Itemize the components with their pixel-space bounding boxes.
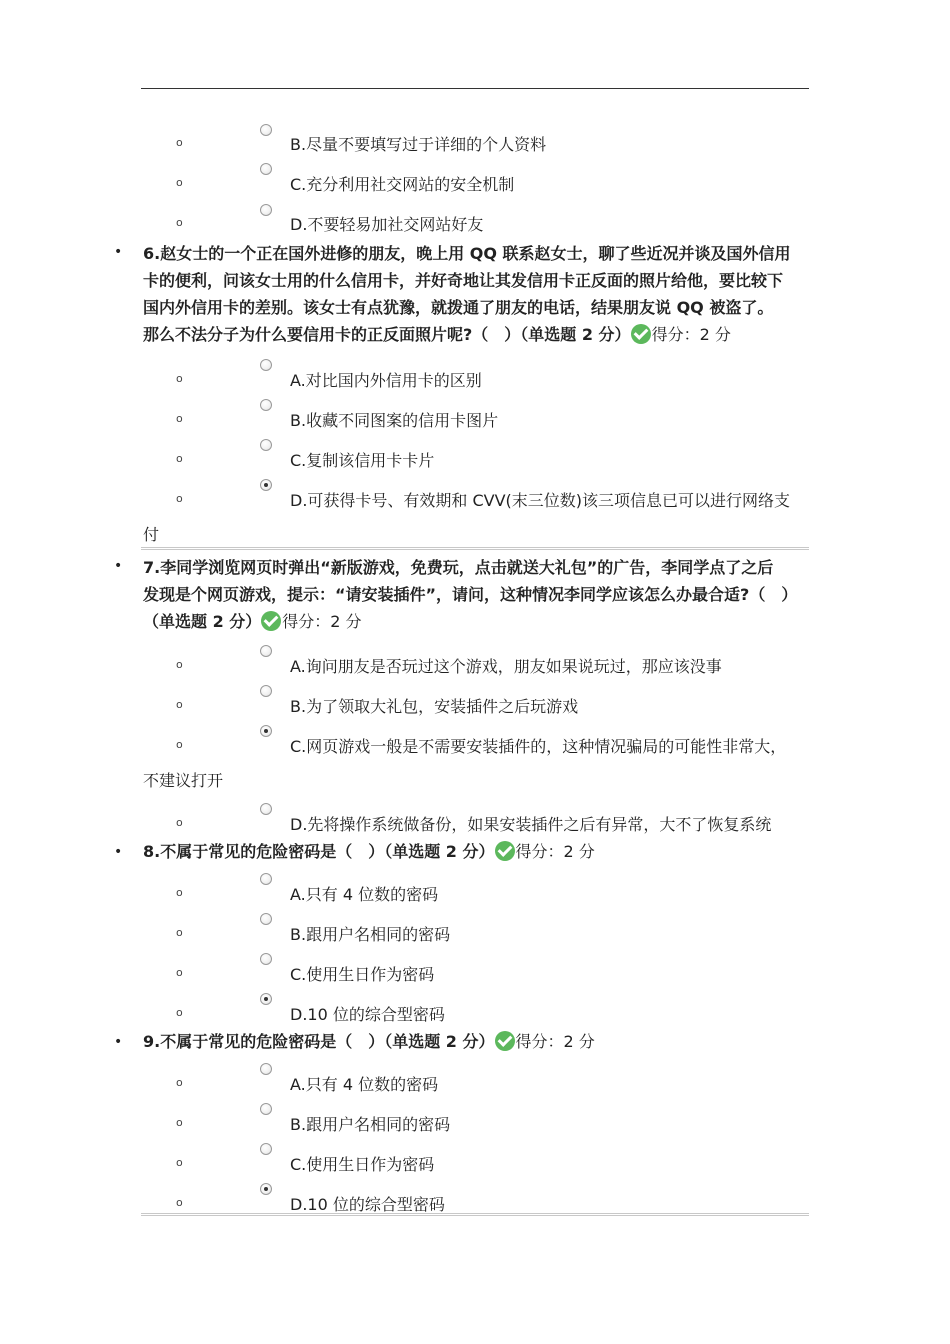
option-7c-continuation: 不建议打开: [143, 771, 224, 790]
list-bullet: o: [176, 372, 183, 385]
question-line-text: 9.不属于常见的危险密码是（ ）（单选题 2 分）: [143, 1032, 495, 1051]
option-5b: B.尽量不要填写过于详细的个人资料: [290, 135, 547, 154]
radio-9d[interactable]: [260, 1183, 272, 1195]
question-line: [143, 321, 791, 348]
option-6b: B.收藏不同图案的信用卡图片: [290, 411, 499, 430]
question-9-text: [143, 1028, 595, 1055]
radio-9b[interactable]: [260, 1103, 272, 1115]
option-9d: D.10 位的综合型密码: [290, 1195, 445, 1214]
list-bullet: o: [176, 1076, 183, 1089]
radio-6b[interactable]: [260, 399, 272, 411]
option-6d: D.可获得卡号、有效期和 CVV(末三位数)该三项信息已可以进行网络支: [290, 491, 791, 510]
list-bullet: o: [176, 216, 183, 229]
radio-6a[interactable]: [260, 359, 272, 371]
list-bullet: o: [176, 492, 183, 505]
question-line: 7.李同学浏览网页时弹出“新版游戏，免费玩，点击就送大礼包”的广告，李同学点了之后: [143, 558, 774, 577]
radio-6c[interactable]: [260, 439, 272, 451]
list-bullet: o: [176, 1116, 183, 1129]
option-7b: B.为了领取大礼包，安装插件之后玩游戏: [290, 697, 579, 716]
separator: [141, 1213, 809, 1216]
option-9b: B.跟用户名相同的密码: [290, 1115, 451, 1134]
list-bullet: o: [176, 1196, 183, 1209]
question-line: [143, 1028, 595, 1055]
question-line-text: （单选题 2 分）: [143, 612, 262, 631]
radio-5d[interactable]: [260, 204, 272, 216]
radio-5b[interactable]: [260, 124, 272, 136]
score-text: 得分：2 分: [515, 1032, 595, 1051]
option-8c: C.使用生日作为密码: [290, 965, 435, 984]
radio-8d[interactable]: [260, 993, 272, 1005]
top-rule: [141, 88, 809, 89]
option-8b: B.跟用户名相同的密码: [290, 925, 451, 944]
list-bullet: o: [176, 1006, 183, 1019]
check-icon: [261, 611, 281, 631]
list-bullet: o: [176, 412, 183, 425]
radio-9c[interactable]: [260, 1143, 272, 1155]
option-5d: D.不要轻易加社交网站好友: [290, 215, 484, 234]
question-7-text: [143, 554, 797, 635]
question-6-text: [143, 240, 791, 348]
score-text: 得分：2 分: [282, 612, 362, 631]
radio-7d[interactable]: [260, 803, 272, 815]
list-bullet: •: [114, 558, 123, 574]
question-line-text: 8.不属于常见的危险密码是（ ）（单选题 2 分）: [143, 842, 495, 861]
option-6d-continuation: 付: [143, 525, 160, 544]
option-8d: D.10 位的综合型密码: [290, 1005, 445, 1024]
question-line: 国内外信用卡的差别。该女士有点犹豫，就拨通了朋友的电话，结果朋友说 QQ 被盗了。: [143, 298, 774, 317]
list-bullet: o: [176, 1156, 183, 1169]
option-7c: C.网页游戏一般是不需要安装插件的，这种情况骗局的可能性非常大，: [290, 737, 787, 756]
list-bullet: o: [176, 966, 183, 979]
list-bullet: o: [176, 136, 183, 149]
question-line: [143, 608, 797, 635]
check-icon: [495, 841, 515, 861]
question-8-text: [143, 838, 595, 865]
check-icon: [495, 1031, 515, 1051]
list-bullet: o: [176, 452, 183, 465]
list-bullet: o: [176, 816, 183, 829]
list-bullet: o: [176, 926, 183, 939]
radio-8b[interactable]: [260, 913, 272, 925]
list-bullet: •: [114, 244, 123, 260]
score-text: 得分：2 分: [651, 325, 731, 344]
question-line: [143, 838, 595, 865]
question-line: 6.赵女士的一个正在国外进修的朋友，晚上用 QQ 联系赵女士，聊了些近况并谈及国外信用: [143, 244, 791, 263]
separator: [141, 547, 809, 550]
question-line: 卡的便利，问该女士用的什么信用卡，并好奇地让其发信用卡正反面的照片给他，要比较下: [143, 271, 784, 290]
radio-5c[interactable]: [260, 163, 272, 175]
list-bullet: o: [176, 176, 183, 189]
radio-7c[interactable]: [260, 725, 272, 737]
list-bullet: o: [176, 738, 183, 751]
question-line-text: 那么不法分子为什么要信用卡的正反面照片呢?（ ）（单选题 2 分）: [143, 325, 631, 344]
option-6c: C.复制该信用卡卡片: [290, 451, 435, 470]
score-text: 得分：2 分: [515, 842, 595, 861]
option-9a: A.只有 4 位数的密码: [290, 1075, 439, 1094]
list-bullet: •: [114, 844, 123, 860]
list-bullet: •: [114, 1034, 123, 1050]
list-bullet: o: [176, 886, 183, 899]
radio-8c[interactable]: [260, 953, 272, 965]
radio-7b[interactable]: [260, 685, 272, 697]
option-7d: D.先将操作系统做备份，如果安装插件之后有异常，大不了恢复系统: [290, 815, 772, 834]
option-8a: A.只有 4 位数的密码: [290, 885, 439, 904]
list-bullet: o: [176, 698, 183, 711]
radio-8a[interactable]: [260, 873, 272, 885]
option-5c: C.充分利用社交网站的安全机制: [290, 175, 515, 194]
option-6a: A.对比国内外信用卡的区别: [290, 371, 482, 390]
list-bullet: o: [176, 658, 183, 671]
option-7a: A.询问朋友是否玩过这个游戏，朋友如果说玩过，那应该没事: [290, 657, 722, 676]
check-icon: [631, 324, 651, 344]
radio-6d[interactable]: [260, 479, 272, 491]
radio-9a[interactable]: [260, 1063, 272, 1075]
option-9c: C.使用生日作为密码: [290, 1155, 435, 1174]
radio-7a[interactable]: [260, 645, 272, 657]
question-line: 发现是个网页游戏，提示：“请安装插件”，请问，这种情况李同学应该怎么办最合适?（ ）: [143, 585, 798, 604]
